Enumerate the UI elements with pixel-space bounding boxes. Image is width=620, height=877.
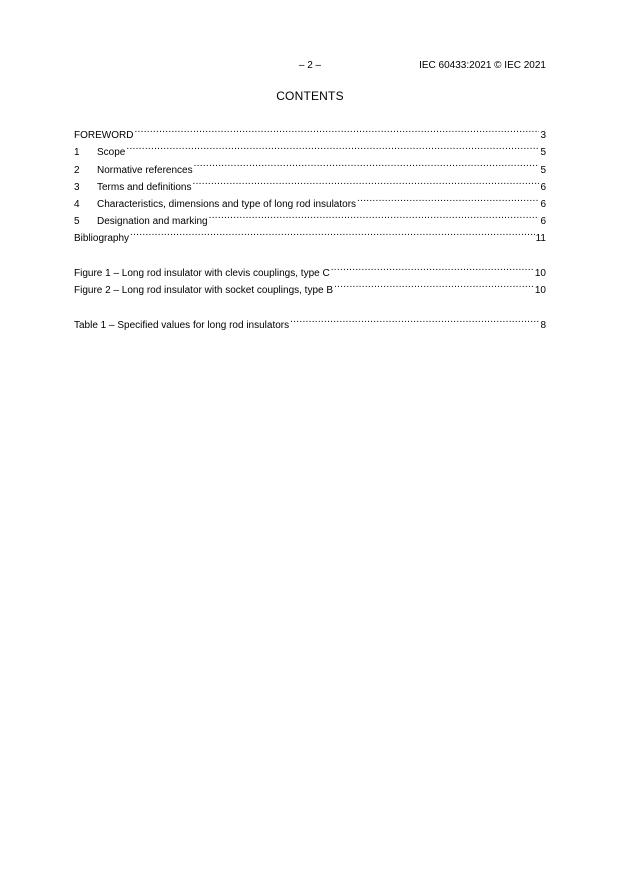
- toc-entry-text: Designation and marking: [97, 216, 208, 228]
- dot-leader: [290, 311, 539, 328]
- tables-list: [74, 311, 546, 332]
- toc-entry-page: 3: [540, 130, 546, 142]
- table-entry-page: 8: [540, 320, 546, 332]
- dot-leader: [334, 276, 534, 293]
- toc-entry-text: Normative references: [97, 164, 193, 176]
- table-entry-text: Table 1 – Specified values for long rod insulators: [74, 320, 290, 332]
- toc-entry-page: 6: [540, 216, 546, 228]
- toc-entry-page: 11: [535, 233, 546, 245]
- contents-list: [74, 121, 546, 245]
- page-header: [74, 60, 546, 74]
- toc-entry-page: 5: [540, 147, 546, 159]
- toc-entry-foreword[interactable]: [74, 121, 546, 142]
- toc-entry-text: FOREWORD: [74, 130, 134, 142]
- dot-leader: [193, 173, 540, 190]
- page-title: CONTENTS: [276, 89, 344, 103]
- dot-leader: [130, 224, 535, 241]
- toc-entry-number: 3: [74, 181, 80, 193]
- dot-leader: [331, 259, 534, 276]
- dot-leader: [134, 121, 539, 138]
- figure-entry-1[interactable]: [74, 259, 546, 280]
- toc-entry-page: 6: [540, 181, 546, 193]
- toc-entry-text: Bibliography: [74, 233, 130, 245]
- toc-entry-number: 5: [74, 216, 80, 228]
- dot-leader: [126, 138, 539, 155]
- toc-entry-page: 5: [540, 164, 546, 176]
- toc-entry-number: 1: [74, 147, 80, 159]
- toc-entry-text: Terms and definitions: [97, 181, 192, 193]
- document-reference: IEC 60433:2021 © IEC 2021: [419, 60, 546, 71]
- dot-leader: [194, 155, 540, 172]
- figure-entry-text: Figure 2 – Long rod insulator with socket couplings, type B: [74, 285, 334, 297]
- toc-entry-scope[interactable]: [74, 138, 546, 159]
- dot-leader: [357, 190, 539, 207]
- toc-entry-number: 4: [74, 198, 80, 210]
- toc-entry-number: 2: [74, 164, 80, 176]
- figures-list: [74, 259, 546, 297]
- toc-entry-text: Scope: [97, 147, 126, 159]
- dot-leader: [209, 207, 540, 224]
- figure-entry-page: 10: [534, 285, 546, 297]
- toc-entry-text: Characteristics, dimensions and type of long rod insulators: [97, 198, 357, 210]
- figure-entry-text: Figure 1 – Long rod insulator with clevis couplings, type C: [74, 268, 330, 280]
- toc-entry-page: 6: [540, 198, 546, 210]
- toc-entry-bibliography[interactable]: [74, 224, 546, 245]
- toc-entry-normative-references[interactable]: [74, 155, 546, 176]
- table-entry-1[interactable]: [74, 311, 546, 332]
- page-number: – 2 –: [298, 60, 322, 71]
- figure-entry-page: 10: [534, 268, 546, 280]
